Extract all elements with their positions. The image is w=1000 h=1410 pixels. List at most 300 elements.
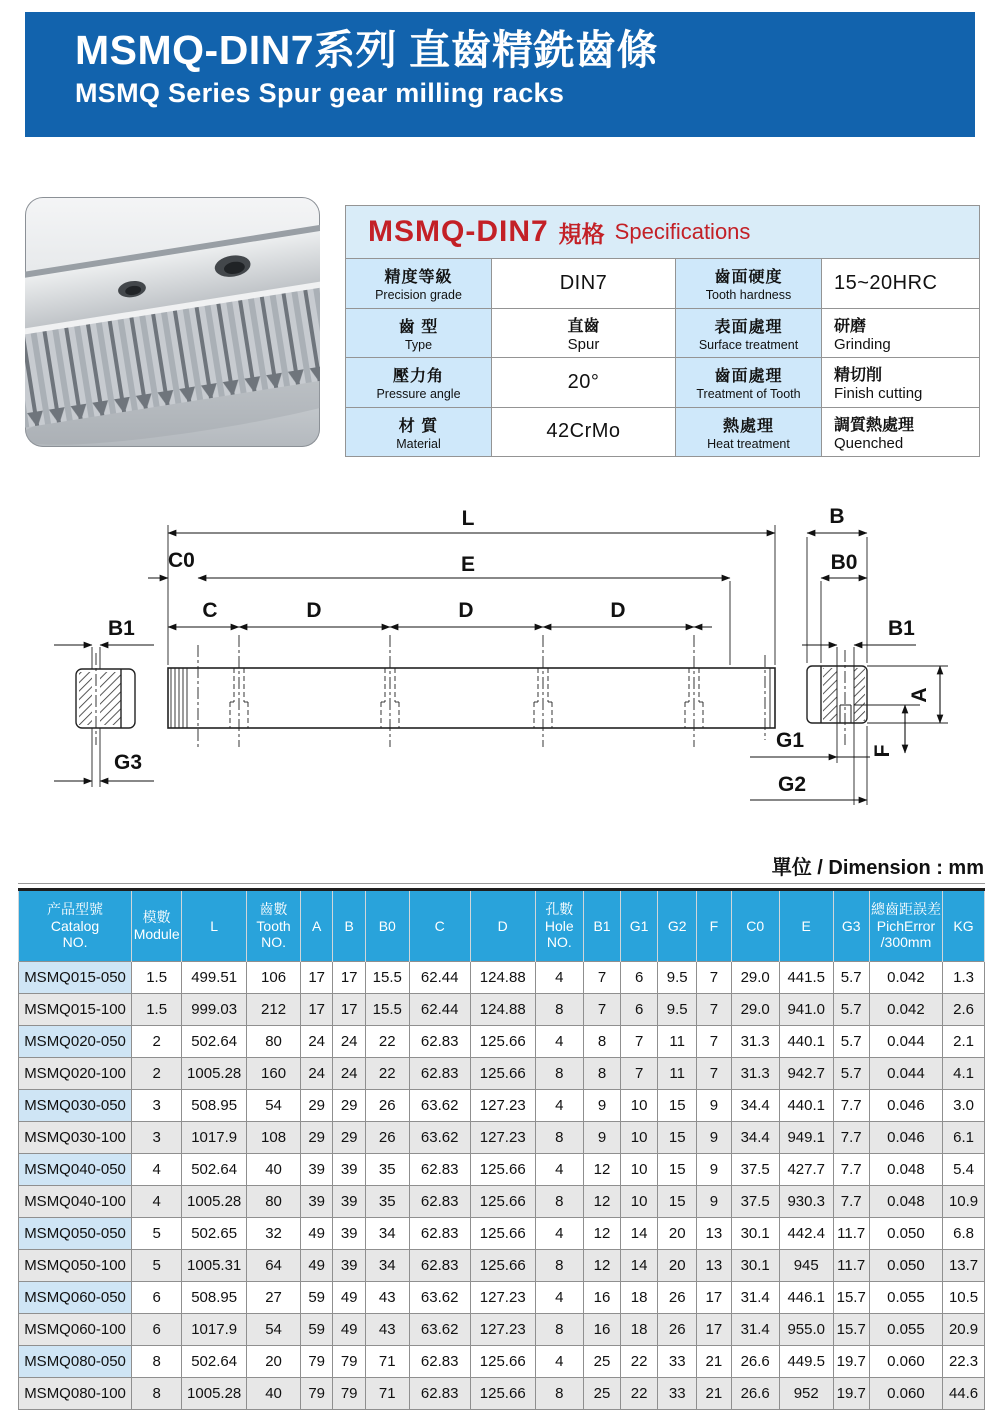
value-cell: 5.7 bbox=[833, 1026, 869, 1058]
value-cell: 34 bbox=[365, 1250, 409, 1282]
value-cell: 7 bbox=[697, 962, 731, 994]
dim-label-D2: D bbox=[458, 599, 474, 622]
value-cell: 9.5 bbox=[658, 994, 697, 1026]
value-cell: 442.4 bbox=[779, 1218, 833, 1250]
catalog-no-cell: MSMQ020-050 bbox=[19, 1026, 132, 1058]
value-cell: 17 bbox=[300, 994, 333, 1026]
spec-label-cell bbox=[346, 309, 491, 358]
value-cell: 6 bbox=[132, 1314, 182, 1346]
column-header-hole bbox=[535, 890, 583, 962]
spec-text-line: 齒面處理 bbox=[714, 368, 783, 386]
column-header-line: 總齒距誤差 bbox=[870, 901, 941, 918]
value-cell: 4.1 bbox=[943, 1058, 985, 1090]
value-cell: 942.7 bbox=[779, 1058, 833, 1090]
value-cell: 7 bbox=[621, 1026, 658, 1058]
value-cell: 49 bbox=[300, 1218, 333, 1250]
value-cell: 1005.28 bbox=[182, 1378, 247, 1410]
value-cell: 8 bbox=[535, 1378, 583, 1410]
value-cell: 0.048 bbox=[869, 1154, 942, 1186]
value-cell: 22 bbox=[365, 1058, 409, 1090]
spec-text-line: DIN7 bbox=[559, 271, 608, 294]
value-cell: 33 bbox=[658, 1346, 697, 1378]
column-header-line: F bbox=[709, 917, 719, 934]
value-cell: 15.7 bbox=[833, 1282, 869, 1314]
column-header-line: 模數 bbox=[142, 909, 171, 926]
dim-label-G2: G2 bbox=[778, 773, 807, 796]
value-cell: 39 bbox=[333, 1186, 366, 1218]
value-cell: 17 bbox=[697, 1282, 731, 1314]
value-cell: 7 bbox=[583, 994, 620, 1026]
value-cell: 0.042 bbox=[869, 994, 942, 1026]
value-cell: 7.7 bbox=[833, 1186, 869, 1218]
value-cell: 7.7 bbox=[833, 1154, 869, 1186]
catalog-no-cell: MSMQ040-050 bbox=[19, 1154, 132, 1186]
value-cell: 19.7 bbox=[833, 1346, 869, 1378]
value-cell: 20.9 bbox=[943, 1314, 985, 1346]
column-header-line: B bbox=[344, 917, 354, 934]
value-cell: 25 bbox=[583, 1346, 620, 1378]
value-cell: 7 bbox=[621, 1058, 658, 1090]
value-cell: 446.1 bbox=[779, 1282, 833, 1314]
value-cell: 1017.9 bbox=[182, 1314, 247, 1346]
value-cell: 26 bbox=[365, 1122, 409, 1154]
value-cell: 18 bbox=[621, 1282, 658, 1314]
value-cell: 62.83 bbox=[409, 1250, 470, 1282]
value-cell: 79 bbox=[300, 1346, 333, 1378]
spec-title-zh: 規格 bbox=[558, 220, 605, 247]
value-cell: 999.03 bbox=[182, 994, 247, 1026]
value-cell: 0.050 bbox=[869, 1218, 942, 1250]
value-cell: 43 bbox=[365, 1282, 409, 1314]
value-cell: 106 bbox=[247, 962, 301, 994]
value-cell: 955.0 bbox=[779, 1314, 833, 1346]
value-cell: 3.0 bbox=[943, 1090, 985, 1122]
value-cell: 9 bbox=[583, 1090, 620, 1122]
table-row bbox=[19, 1250, 985, 1282]
value-cell: 71 bbox=[365, 1346, 409, 1378]
value-cell: 62.83 bbox=[409, 1026, 470, 1058]
column-header-line: A bbox=[312, 917, 322, 934]
value-cell: 34 bbox=[365, 1218, 409, 1250]
value-cell: 0.048 bbox=[869, 1186, 942, 1218]
column-header-D bbox=[470, 890, 535, 962]
value-cell: 22 bbox=[621, 1378, 658, 1410]
spec-text-line: 齒面硬度 bbox=[714, 269, 783, 287]
value-cell: 7 bbox=[697, 1058, 731, 1090]
dim-label-E: E bbox=[460, 553, 476, 576]
catalog-no-cell: MSMQ080-100 bbox=[19, 1378, 132, 1410]
dim-label-A: A bbox=[908, 687, 931, 703]
column-header-catalog bbox=[19, 890, 132, 962]
value-cell: 79 bbox=[300, 1378, 333, 1410]
column-header-B0 bbox=[365, 890, 409, 962]
column-header-line: 产品型號 bbox=[47, 901, 104, 918]
spec-text-line: 材 質 bbox=[398, 417, 439, 435]
value-cell: 1017.9 bbox=[182, 1122, 247, 1154]
spec-text-line: 精切削 bbox=[834, 367, 883, 385]
spec-text-line: Pressure angle bbox=[376, 387, 461, 402]
column-header-G2 bbox=[658, 890, 697, 962]
value-cell: 125.66 bbox=[470, 1218, 535, 1250]
table-row bbox=[19, 1378, 985, 1410]
column-header-G3 bbox=[833, 890, 869, 962]
value-cell: 15.7 bbox=[833, 1314, 869, 1346]
value-cell: 9 bbox=[583, 1122, 620, 1154]
spec-text-line: Precision grade bbox=[375, 288, 462, 303]
value-cell: 1005.31 bbox=[182, 1250, 247, 1282]
value-cell: 19.7 bbox=[833, 1378, 869, 1410]
dim-label-F: F bbox=[871, 744, 894, 758]
value-cell: 33 bbox=[658, 1378, 697, 1410]
value-cell: 5.7 bbox=[833, 1058, 869, 1090]
value-cell: 108 bbox=[247, 1122, 301, 1154]
column-header-line: PichError bbox=[876, 917, 936, 934]
value-cell: 502.64 bbox=[182, 1346, 247, 1378]
value-cell: 6 bbox=[132, 1282, 182, 1314]
value-cell: 40 bbox=[247, 1378, 301, 1410]
value-cell: 440.1 bbox=[779, 1026, 833, 1058]
value-cell: 4 bbox=[535, 1218, 583, 1250]
value-cell: 37.5 bbox=[731, 1186, 779, 1218]
spec-label-cell bbox=[346, 358, 491, 407]
value-cell: 941.0 bbox=[779, 994, 833, 1026]
value-cell: 14 bbox=[621, 1218, 658, 1250]
value-cell: 39 bbox=[300, 1186, 333, 1218]
spec-text-line: 熱處理 bbox=[722, 417, 774, 435]
value-cell: 15 bbox=[658, 1090, 697, 1122]
value-cell: 24 bbox=[300, 1058, 333, 1090]
value-cell: 0.055 bbox=[869, 1314, 942, 1346]
value-cell: 0.042 bbox=[869, 962, 942, 994]
value-cell: 8 bbox=[535, 1314, 583, 1346]
dimension-unit-note: 單位 / Dimension : mm bbox=[771, 857, 984, 879]
value-cell: 502.65 bbox=[182, 1218, 247, 1250]
value-cell: 59 bbox=[300, 1314, 333, 1346]
product-photo bbox=[25, 197, 320, 447]
value-cell: 9.5 bbox=[658, 962, 697, 994]
value-cell: 21 bbox=[697, 1378, 731, 1410]
spec-text-line: 42CrMo bbox=[546, 420, 621, 443]
construction-lines bbox=[92, 525, 948, 805]
spec-value-cell bbox=[492, 259, 675, 308]
spec-text-line: 20° bbox=[567, 370, 600, 393]
value-cell: 0.044 bbox=[869, 1026, 942, 1058]
column-header-line: G2 bbox=[667, 917, 687, 934]
value-cell: 4 bbox=[535, 1346, 583, 1378]
value-cell: 71 bbox=[365, 1378, 409, 1410]
column-header-line: G1 bbox=[629, 917, 649, 934]
value-cell: 499.51 bbox=[182, 962, 247, 994]
value-cell: 16 bbox=[583, 1314, 620, 1346]
value-cell: 18 bbox=[621, 1314, 658, 1346]
value-cell: 125.66 bbox=[470, 1154, 535, 1186]
value-cell: 7 bbox=[697, 1026, 731, 1058]
value-cell: 39 bbox=[333, 1250, 366, 1282]
value-cell: 6 bbox=[621, 994, 658, 1026]
value-cell: 125.66 bbox=[470, 1346, 535, 1378]
value-cell: 1005.28 bbox=[182, 1186, 247, 1218]
value-cell: 79 bbox=[333, 1346, 366, 1378]
column-header-line: Module bbox=[133, 926, 180, 942]
value-cell: 25 bbox=[583, 1378, 620, 1410]
value-cell: 5.7 bbox=[833, 994, 869, 1026]
value-cell: 6.8 bbox=[943, 1218, 985, 1250]
value-cell: 0.044 bbox=[869, 1058, 942, 1090]
column-header-module bbox=[132, 890, 182, 962]
value-cell: 0.046 bbox=[869, 1122, 942, 1154]
value-cell: 49 bbox=[333, 1314, 366, 1346]
column-header-B1 bbox=[583, 890, 620, 962]
value-cell: 127.23 bbox=[470, 1090, 535, 1122]
value-cell: 64 bbox=[247, 1250, 301, 1282]
spec-text-line: Finish cutting bbox=[834, 385, 923, 403]
value-cell: 24 bbox=[333, 1058, 366, 1090]
value-cell: 125.66 bbox=[470, 1058, 535, 1090]
value-cell: 508.95 bbox=[182, 1090, 247, 1122]
value-cell: 31.4 bbox=[731, 1314, 779, 1346]
value-cell: 49 bbox=[333, 1282, 366, 1314]
dimension-labels bbox=[108, 505, 931, 796]
value-cell: 63.62 bbox=[409, 1314, 470, 1346]
value-cell: 63.62 bbox=[409, 1122, 470, 1154]
value-cell: 11 bbox=[658, 1026, 697, 1058]
value-cell: 1.5 bbox=[132, 962, 182, 994]
dim-label-L: L bbox=[461, 507, 475, 530]
value-cell: 62.44 bbox=[409, 994, 470, 1026]
gear-rack-image bbox=[25, 197, 320, 447]
dim-label-D3: D bbox=[610, 599, 626, 622]
value-cell: 508.95 bbox=[182, 1282, 247, 1314]
value-cell: 8 bbox=[535, 1122, 583, 1154]
spec-value-cell bbox=[822, 408, 979, 457]
value-cell: 945 bbox=[779, 1250, 833, 1282]
value-cell: 59 bbox=[300, 1282, 333, 1314]
value-cell: 14 bbox=[621, 1250, 658, 1282]
column-header-line: KG bbox=[953, 917, 974, 934]
value-cell: 8 bbox=[583, 1058, 620, 1090]
spec-text-line: Grinding bbox=[834, 335, 891, 353]
column-header-A bbox=[300, 890, 333, 962]
table-top-rule bbox=[18, 883, 985, 884]
value-cell: 11.7 bbox=[833, 1218, 869, 1250]
value-cell: 29 bbox=[333, 1090, 366, 1122]
value-cell: 10 bbox=[621, 1186, 658, 1218]
spec-text-line: 表面處理 bbox=[714, 318, 783, 336]
value-cell: 62.83 bbox=[409, 1186, 470, 1218]
value-cell: 6 bbox=[621, 962, 658, 994]
value-cell: 8 bbox=[583, 1026, 620, 1058]
value-cell: 21 bbox=[697, 1346, 731, 1378]
spec-text-line: Tooth hardness bbox=[705, 288, 792, 303]
spec-value-cell bbox=[822, 358, 979, 407]
catalog-no-cell: MSMQ020-100 bbox=[19, 1058, 132, 1090]
value-cell: 0.060 bbox=[869, 1378, 942, 1410]
spec-text-line: Surface treatment bbox=[698, 337, 799, 352]
value-cell: 3 bbox=[132, 1090, 182, 1122]
value-cell: 20 bbox=[658, 1250, 697, 1282]
value-cell: 0.060 bbox=[869, 1346, 942, 1378]
value-cell: 7.7 bbox=[833, 1090, 869, 1122]
product-data-table bbox=[18, 888, 985, 1410]
spec-label-cell bbox=[676, 408, 821, 457]
value-cell: 440.1 bbox=[779, 1090, 833, 1122]
drawing-canvas bbox=[20, 495, 980, 840]
spec-label-cell bbox=[676, 259, 821, 308]
value-cell: 15.5 bbox=[365, 962, 409, 994]
catalog-no-cell: MSMQ015-050 bbox=[19, 962, 132, 994]
value-cell: 125.66 bbox=[470, 1186, 535, 1218]
dim-label-G3: G3 bbox=[114, 751, 143, 774]
spec-title-en: Specifications bbox=[614, 219, 751, 244]
table-row bbox=[19, 1090, 985, 1122]
value-cell: 29 bbox=[333, 1122, 366, 1154]
column-header-C0 bbox=[731, 890, 779, 962]
value-cell: 63.62 bbox=[409, 1090, 470, 1122]
catalog-no-cell: MSMQ060-100 bbox=[19, 1314, 132, 1346]
value-cell: 4 bbox=[535, 1154, 583, 1186]
value-cell: 1005.28 bbox=[182, 1058, 247, 1090]
dim-label-C0: C0 bbox=[168, 549, 195, 572]
value-cell: 2 bbox=[132, 1058, 182, 1090]
value-cell: 13 bbox=[697, 1218, 731, 1250]
dim-label-B0: B0 bbox=[830, 551, 858, 574]
value-cell: 30.1 bbox=[731, 1250, 779, 1282]
column-header-F bbox=[697, 890, 731, 962]
column-header-tooth bbox=[247, 890, 301, 962]
value-cell: 15 bbox=[658, 1122, 697, 1154]
value-cell: 8 bbox=[535, 1058, 583, 1090]
column-header-line: D bbox=[497, 917, 508, 934]
dim-label-D1: D bbox=[306, 599, 322, 622]
spec-label-cell bbox=[346, 259, 491, 308]
value-cell: 13 bbox=[697, 1250, 731, 1282]
spec-text-line: 精度等級 bbox=[384, 269, 453, 287]
catalog-no-cell: MSMQ030-100 bbox=[19, 1122, 132, 1154]
page-title-zh: MSMQ-DIN7系列 直齒精銑齒條 bbox=[75, 27, 658, 73]
table-row bbox=[19, 1026, 985, 1058]
value-cell: 6.1 bbox=[943, 1122, 985, 1154]
catalog-no-cell: MSMQ040-100 bbox=[19, 1186, 132, 1218]
value-cell: 5 bbox=[132, 1250, 182, 1282]
value-cell: 29.0 bbox=[731, 994, 779, 1026]
value-cell: 39 bbox=[333, 1154, 366, 1186]
value-cell: 39 bbox=[333, 1218, 366, 1250]
value-cell: 17 bbox=[333, 994, 366, 1026]
value-cell: 26 bbox=[658, 1314, 697, 1346]
page-title-en: MSMQ Series Spur gear milling racks bbox=[75, 78, 565, 109]
value-cell: 9 bbox=[697, 1186, 731, 1218]
value-cell: 8 bbox=[132, 1346, 182, 1378]
value-cell: 7 bbox=[697, 994, 731, 1026]
column-header-line: Tooth bbox=[256, 917, 291, 934]
value-cell: 5.4 bbox=[943, 1154, 985, 1186]
value-cell: 8 bbox=[132, 1378, 182, 1410]
column-header-E bbox=[779, 890, 833, 962]
catalog-no-cell: MSMQ080-050 bbox=[19, 1346, 132, 1378]
table-row bbox=[19, 1346, 985, 1378]
table-row bbox=[19, 1314, 985, 1346]
table-row bbox=[19, 994, 985, 1026]
column-header-line: 齒數 bbox=[259, 901, 288, 918]
value-cell: 34.4 bbox=[731, 1090, 779, 1122]
spec-value-cell bbox=[492, 309, 675, 358]
value-cell: 7 bbox=[583, 962, 620, 994]
spec-text-line: Treatment of Tooth bbox=[696, 387, 801, 402]
value-cell: 37.5 bbox=[731, 1154, 779, 1186]
value-cell: 80 bbox=[247, 1186, 301, 1218]
value-cell: 949.1 bbox=[779, 1122, 833, 1154]
value-cell: 31.4 bbox=[731, 1282, 779, 1314]
spec-text-line: Heat treatment bbox=[707, 436, 790, 451]
value-cell: 3 bbox=[132, 1122, 182, 1154]
value-cell: 29 bbox=[300, 1090, 333, 1122]
value-cell: 502.64 bbox=[182, 1154, 247, 1186]
value-cell: 449.5 bbox=[779, 1346, 833, 1378]
value-cell: 1.5 bbox=[132, 994, 182, 1026]
value-cell: 5 bbox=[132, 1218, 182, 1250]
value-cell: 17 bbox=[333, 962, 366, 994]
technical-drawing bbox=[20, 495, 980, 840]
value-cell: 30.1 bbox=[731, 1218, 779, 1250]
column-header-L bbox=[182, 890, 247, 962]
value-cell: 44.6 bbox=[943, 1378, 985, 1410]
table-row bbox=[19, 1122, 985, 1154]
spec-text-line: 調質熱處理 bbox=[834, 416, 915, 434]
table-body bbox=[19, 962, 985, 1410]
value-cell: 9 bbox=[697, 1122, 731, 1154]
spec-text-line: 直齒 bbox=[567, 317, 600, 335]
dim-label-C: C bbox=[202, 599, 218, 622]
value-cell: 127.23 bbox=[470, 1314, 535, 1346]
column-header-line: 孔數 bbox=[545, 901, 574, 918]
spec-text-line: Material bbox=[396, 436, 441, 451]
column-header-line: C bbox=[434, 917, 445, 934]
dim-label-B: B bbox=[829, 505, 845, 528]
value-cell: 427.7 bbox=[779, 1154, 833, 1186]
column-header-line: C0 bbox=[746, 917, 765, 934]
column-header-pitch_error bbox=[869, 890, 942, 962]
value-cell: 40 bbox=[247, 1154, 301, 1186]
catalog-no-cell: MSMQ050-100 bbox=[19, 1250, 132, 1282]
catalog-no-cell: MSMQ030-050 bbox=[19, 1090, 132, 1122]
spec-value-cell bbox=[822, 309, 979, 358]
value-cell: 11.7 bbox=[833, 1250, 869, 1282]
table-row bbox=[19, 1154, 985, 1186]
column-header-line: NO. bbox=[62, 934, 88, 951]
value-cell: 952 bbox=[779, 1378, 833, 1410]
value-cell: 26.6 bbox=[731, 1346, 779, 1378]
value-cell: 441.5 bbox=[779, 962, 833, 994]
value-cell: 62.44 bbox=[409, 962, 470, 994]
value-cell: 49 bbox=[300, 1250, 333, 1282]
value-cell: 124.88 bbox=[470, 962, 535, 994]
table-header-row bbox=[19, 890, 985, 962]
table-row bbox=[19, 962, 985, 994]
value-cell: 124.88 bbox=[470, 994, 535, 1026]
value-cell: 8 bbox=[535, 1186, 583, 1218]
value-cell: 22 bbox=[365, 1026, 409, 1058]
value-cell: 4 bbox=[132, 1186, 182, 1218]
value-cell: 26.6 bbox=[731, 1378, 779, 1410]
value-cell: 15.5 bbox=[365, 994, 409, 1026]
value-cell: 4 bbox=[132, 1154, 182, 1186]
spec-text-line: 齒 型 bbox=[398, 318, 439, 336]
column-header-line: /300mm bbox=[880, 934, 932, 951]
value-cell: 125.66 bbox=[470, 1250, 535, 1282]
value-cell: 2.6 bbox=[943, 994, 985, 1026]
value-cell: 5.7 bbox=[833, 962, 869, 994]
value-cell: 12 bbox=[583, 1186, 620, 1218]
